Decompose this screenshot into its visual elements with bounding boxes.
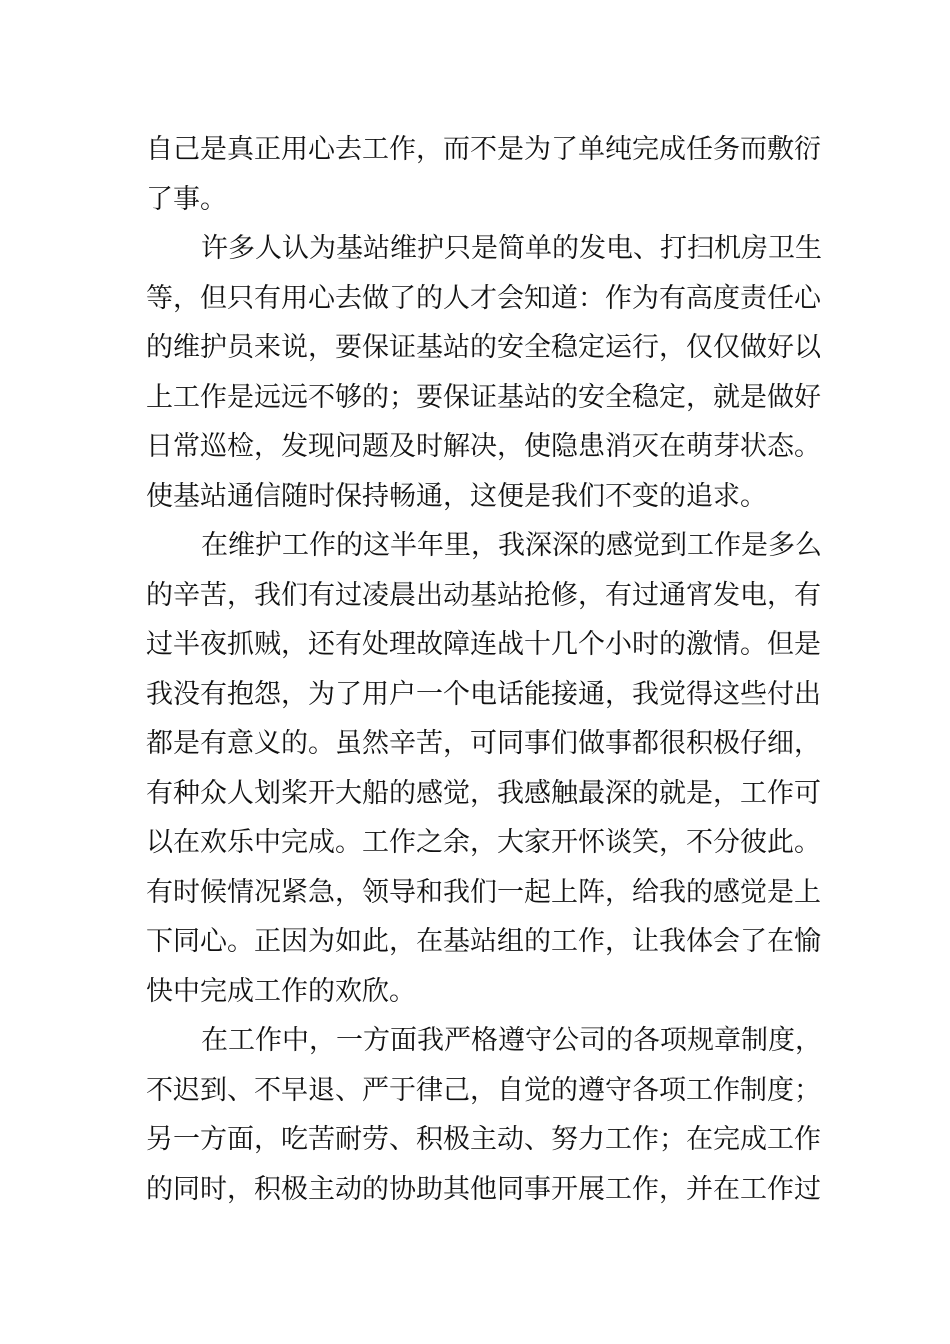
text-line: 有种众人划桨开大船的感觉，我感触最深的就是，工作可	[146, 777, 821, 809]
text-line: 过半夜抓贼，还有处理故障连战十几个小时的激情。但是	[146, 629, 821, 660]
text-line: 自己是真正用心去工作，而不是为了单纯完成任务而敷衍	[146, 134, 821, 165]
document-body	[146, 125, 822, 1214]
text-line: 日常巡检，发现问题及时解决，使隐患消灭在萌芽状态。	[146, 431, 821, 462]
text-line: 都是有意义的。虽然辛苦，可同事们做事都很积极仔细，	[146, 728, 821, 759]
text-line: 快中完成工作的欢欣。	[146, 975, 416, 1007]
text-line: 在工作中，一方面我严格遵守公司的各项规章制度，	[201, 1025, 822, 1056]
paragraph	[146, 521, 822, 1016]
paragraph	[146, 1016, 822, 1214]
text-line: 以在欢乐中完成。工作之余，大家开怀谈笑，不分彼此。	[146, 827, 821, 858]
text-line: 在维护工作的这半年里，我深深的感觉到工作是多么	[201, 530, 822, 561]
text-line: 另一方面，吃苦耐劳、积极主动、努力工作；在完成工作	[146, 1124, 821, 1155]
text-line: 有时候情况紧急，领导和我们一起上阵，给我的感觉是上	[146, 876, 821, 908]
text-line: 等，但只有用心去做了的人才会知道：作为有高度责任心	[146, 282, 821, 314]
text-line: 的同时，积极主动的协助其他同事开展工作，并在工作过	[146, 1173, 821, 1205]
paragraph	[146, 125, 821, 224]
paragraph	[146, 224, 822, 521]
text-line: 上工作是远远不够的；要保证基站的安全稳定，就是做好	[146, 381, 821, 413]
text-line: 使基站通信随时保持畅通，这便是我们不变的追求。	[146, 480, 767, 512]
text-line: 的维护员来说，要保证基站的安全稳定运行，仅仅做好以	[146, 332, 821, 363]
text-line: 下同心。正因为如此，在基站组的工作，让我体会了在愉	[146, 926, 821, 957]
text-line: 了事。	[146, 183, 227, 215]
text-line: 不迟到、不早退、严于律己，自觉的遵守各项工作制度；	[146, 1074, 821, 1106]
text-line: 的辛苦，我们有过凌晨出动基站抢修，有过通宵发电，有	[146, 579, 821, 611]
text-line: 许多人认为基站维护只是简单的发电、打扫机房卫生	[201, 233, 822, 264]
text-line: 我没有抱怨，为了用户一个电话能接通，我觉得这些付出	[146, 678, 821, 710]
